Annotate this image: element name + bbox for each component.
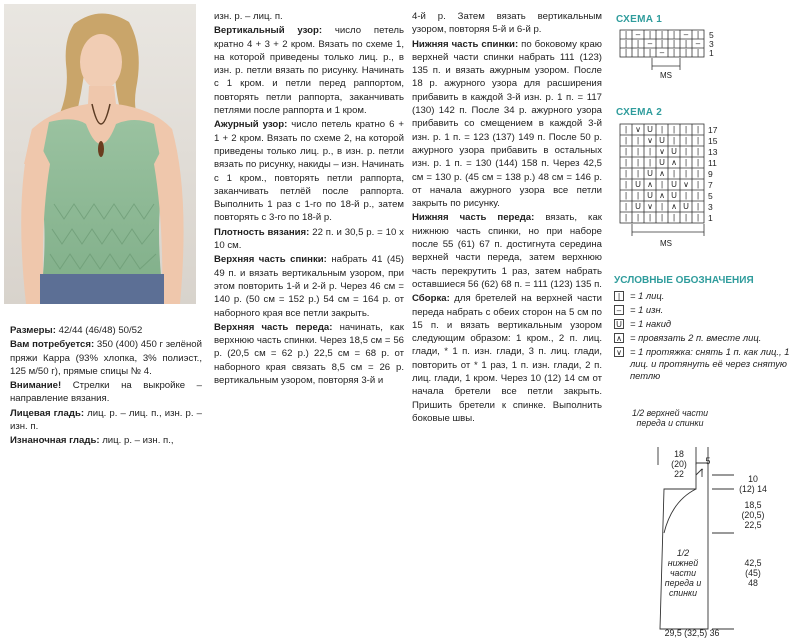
svg-text:|: | <box>672 30 676 39</box>
svg-text:|: | <box>636 191 640 200</box>
scheme2-row-5: 5 <box>708 191 713 201</box>
svg-text:|: | <box>660 180 664 189</box>
svg-text:|: | <box>684 125 688 134</box>
pattern-top-height <box>738 500 768 530</box>
stockinette-label: Лицевая гладь: <box>10 407 85 419</box>
pattern-bottom-label: 1/2 нижней части переда и спинки <box>664 548 702 598</box>
svg-text:|: | <box>684 169 688 178</box>
purl-symbol-icon: – <box>614 305 624 315</box>
svg-text:|: | <box>624 158 628 167</box>
svg-text:U: U <box>671 180 677 189</box>
svg-text:|: | <box>672 213 676 222</box>
svg-text:|: | <box>636 158 640 167</box>
pattern-arrow-icon: ↑ <box>700 466 704 475</box>
front-top-value: начинать, как верхнюю часть спинки. Через 18,5 см = 56 р. (20,5 см = 62 р.) 22,5 см = 68 р. от наборного края связать 8,5 см = 26 р. вертикальным узором, повторяя 3-й и <box>214 321 404 387</box>
back-top-paragraph <box>214 253 404 319</box>
svg-text:|: | <box>660 202 664 211</box>
svg-text:–: – <box>683 30 689 39</box>
svg-text:|: | <box>672 125 676 134</box>
svg-text:|: | <box>696 158 700 167</box>
sizes-label: Размеры: <box>10 325 56 336</box>
pattern-bottom-height-1: 42,5 <box>744 558 762 568</box>
sizes-value: 42/44 (46/48) 50/52 <box>55 325 143 336</box>
svg-text:|: | <box>636 39 640 48</box>
svg-text:|: | <box>672 136 676 145</box>
svg-text:∨: ∨ <box>635 125 641 134</box>
pattern-schematic <box>650 445 740 639</box>
back-top-value: набрать 41 (45) 49 п. и вязать вертикальным узором, при этом повторить 1-й и 2-й р. Через 46 см = 140 р. (50 см = 152 р.) 54 см = 164 р. от наборного края все петли закрыть. <box>214 254 404 319</box>
yarn-over-symbol-icon: U <box>614 319 624 329</box>
svg-text:U: U <box>659 158 665 167</box>
text-column-2 <box>214 10 404 388</box>
scheme2-row-15: 15 <box>708 136 718 146</box>
svg-text:|: | <box>696 169 700 178</box>
scheme2-ms-label: MS <box>660 239 672 248</box>
density-value: 22 п. и 30,5 р. = 10 х 10 см. <box>214 226 404 252</box>
svg-text:∧: ∧ <box>671 158 677 167</box>
svg-text:∧: ∧ <box>647 180 653 189</box>
legend-item-purl <box>614 304 663 316</box>
pattern-strap-height <box>738 474 768 494</box>
assembly-label: Сборка: <box>412 293 450 305</box>
back-bottom-paragraph <box>412 38 602 211</box>
model-photo <box>4 4 196 304</box>
svg-text:|: | <box>672 48 676 57</box>
svg-text:|: | <box>636 48 640 57</box>
svg-text:|: | <box>696 48 700 57</box>
svg-text:U: U <box>647 125 653 134</box>
pattern-bottom-width: 29,5 (32,5) 36 <box>664 628 720 638</box>
svg-text:|: | <box>696 202 700 211</box>
materials-paragraph <box>10 338 202 378</box>
svg-text:|: | <box>624 48 628 57</box>
svg-text:|: | <box>624 213 628 222</box>
svg-text:U: U <box>635 180 641 189</box>
front-bottom-value: вязать, как нижнюю часть спинки, но при наборе после 55 (61) 67 п. достигнута середина верхней части переда, затем верхнюю часть перекрутить 1 раз, затем набрать оставшиеся 56 (62) 68 п. = 111 (123) 135 п. <box>412 212 602 290</box>
lace-pattern-value: число петель кратно 6 + 1 + 2 кром. Вязать по схеме 2, на которой приведены только лиц. р., в изн. р. петли вязать по рисунку, накиды – изн. Начинать с 1 кром., повторять петли раппорта, заканчивать петлёй после раппорта. Выполнить 1 раз с 1-го по 18-й р., затем повторять с 3-го по 18-й р. <box>214 119 404 224</box>
svg-text:|: | <box>696 125 700 134</box>
vertical-pattern-paragraph <box>214 24 404 117</box>
svg-text:∨: ∨ <box>659 147 665 156</box>
k2tog-symbol-icon: ∧ <box>614 333 624 343</box>
svg-text:|: | <box>636 147 640 156</box>
svg-text:|: | <box>624 30 628 39</box>
pattern-top-label: 1/2 верхней части переда и спинки <box>631 408 709 428</box>
svg-text:|: | <box>624 202 628 211</box>
svg-text:∧: ∧ <box>671 202 677 211</box>
scheme1-ms-label: MS <box>660 71 672 80</box>
stockinette-paragraph <box>10 407 202 434</box>
sizes-paragraph <box>10 324 202 337</box>
pattern-strap-width: 5 <box>705 456 711 466</box>
legend-item-ssk <box>614 346 794 382</box>
front-top-paragraph <box>214 321 404 387</box>
legend-item-yarn-over <box>614 318 671 330</box>
svg-text:|: | <box>636 169 640 178</box>
pattern-top-height-2: (20,5) <box>741 510 765 520</box>
back-top-label: Верхняя часть спинки: <box>214 254 327 266</box>
pattern-strap-height-2: (12) 14 <box>739 484 767 494</box>
svg-text:|: | <box>624 169 628 178</box>
legend-item-k2tog <box>614 332 761 344</box>
density-paragraph <box>214 226 404 253</box>
svg-text:|: | <box>648 213 652 222</box>
lace-pattern-paragraph <box>214 118 404 224</box>
svg-text:|: | <box>672 169 676 178</box>
pattern-width-top-1: 18 <box>674 449 684 459</box>
svg-text:∧: ∧ <box>659 169 665 178</box>
svg-text:|: | <box>684 158 688 167</box>
pattern-strap-height-1: 10 <box>748 474 758 484</box>
scheme2-row-17: 17 <box>708 125 718 135</box>
attention-value: Стрелки на выкройке – направление вязания. <box>10 380 202 405</box>
scheme1-title: СХЕМА 1 <box>616 14 663 25</box>
svg-text:|: | <box>624 125 628 134</box>
back-bottom-label: Нижняя часть спинки: <box>412 38 519 50</box>
scheme2-row-7: 7 <box>708 180 713 190</box>
svg-text:∨: ∨ <box>647 202 653 211</box>
assembly-value: для бретелей на верхней части переда набрать с обеих сторон на 5 см по 15 п. и вязать вертикальным узором следующим образом: 1 кром., 2 п. лиц. глади, * 1 п. изн. глади, 3 п. лиц. глади, повторить от * 1 раз, 1 п. изн. глади, 2 п. лиц. глади, 1 кром. Через 10 (12) 14 см от начала бретели все петли закрыть. Пришить бретели к спинке. Выполнить боковые швы. <box>412 293 602 424</box>
svg-text:|: | <box>696 147 700 156</box>
svg-text:|: | <box>660 39 664 48</box>
legend-text-yarn-over: = 1 накид <box>630 318 672 329</box>
svg-text:U: U <box>671 147 677 156</box>
svg-text:|: | <box>660 30 664 39</box>
back-bottom-value: по боковому краю верхней части спинки набрать 111 (123) 135 п. и вязать ажурным узором. После 18 р. ажурного узора для расширения прибавить в каждой 3-й изн. р. 1 п. = 117 (130) 142 п. После 34 р. ажурного узора прибавить со смещением в каждой 3-й изн. р. 1 п. = 123 (137) 149 п. После 50 р. ажурного узора прибавить в остальных изн. р. 1 п. = 130 (144) 158 п. Через 42,5 см = 130 р. (45 см = 138 р.) 48 см = 146 р. от начала ажурного узора все петли закрыть по рисунку. <box>412 38 602 210</box>
legend-text-purl: = 1 изн. <box>630 304 664 315</box>
svg-text:|: | <box>648 147 652 156</box>
legend-text-knit: = 1 лиц. <box>630 290 665 301</box>
assembly-paragraph <box>412 292 602 425</box>
scheme2-row-1: 1 <box>708 213 713 223</box>
svg-text:∨: ∨ <box>647 136 653 145</box>
svg-text:|: | <box>660 125 664 134</box>
svg-text:|: | <box>696 30 700 39</box>
legend-text-k2tog: = провязать 2 п. вместе лиц. <box>630 332 762 343</box>
svg-text:|: | <box>648 158 652 167</box>
pattern-bottom-height <box>738 558 768 588</box>
front-top-label: Верхняя часть переда: <box>214 321 333 333</box>
svg-text:|: | <box>636 213 640 222</box>
svg-text:|: | <box>684 136 688 145</box>
text-column-3 <box>412 10 602 426</box>
attention-label: Внимание! <box>10 380 62 392</box>
svg-text:U: U <box>659 136 665 145</box>
pattern-top-height-3: 22,5 <box>744 520 762 530</box>
legend-title: УСЛОВНЫЕ ОБОЗНАЧЕНИЯ <box>614 275 754 286</box>
lace-pattern-label: Ажурный узор: <box>214 119 288 131</box>
svg-text:–: – <box>659 48 665 57</box>
svg-text:∨: ∨ <box>683 180 689 189</box>
model-photo-illustration <box>4 4 196 304</box>
svg-text:|: | <box>684 191 688 200</box>
legend-item-knit <box>614 290 664 302</box>
svg-text:|: | <box>672 39 676 48</box>
svg-text:|: | <box>696 136 700 145</box>
scheme2-row-9: 9 <box>708 169 713 179</box>
svg-text:U: U <box>671 191 677 200</box>
materials-value: 350 (400) 450 г зелёной пряжи Карра (93% хлопка, 3% полиэст., 125 м/50 г), прямые спицы № 4. <box>10 339 202 377</box>
svg-text:|: | <box>696 180 700 189</box>
vertical-pattern-label: Вертикальный узор: <box>214 25 323 37</box>
svg-text:|: | <box>624 147 628 156</box>
reverse-stockinette-value: лиц. р. – изн. п., <box>99 435 174 447</box>
svg-text:–: – <box>635 30 641 39</box>
svg-text:|: | <box>684 39 688 48</box>
reverse-stockinette-label: Изнаночная гладь: <box>10 435 100 447</box>
stockinette-value: лиц. р. – лиц. п., изн. р. – изн. п. <box>10 407 202 433</box>
scheme2-row-3: 3 <box>708 202 713 212</box>
svg-text:|: | <box>648 30 652 39</box>
front-bottom-paragraph <box>412 211 602 291</box>
svg-text:U: U <box>647 191 653 200</box>
svg-text:|: | <box>684 48 688 57</box>
svg-text:|: | <box>648 48 652 57</box>
svg-text:|: | <box>684 147 688 156</box>
pattern-width-top-3: 22 <box>674 469 684 479</box>
vertical-pattern-value: число петель кратно 4 + 3 + 2 кром. Вязать по схеме 1, на которой приведены только лиц. р., в изн. р. петли вязать по рисунку. Начинать с 1 кром. и петли перед раппортом, повторять петли раппорта, заканчивать петлями после раппорта и 1 кром. <box>214 25 404 117</box>
pattern-width-top-2: (20) <box>671 459 687 469</box>
scheme1-row-5: 5 <box>709 30 714 40</box>
scheme2-row-13: 13 <box>708 147 718 157</box>
svg-text:|: | <box>696 191 700 200</box>
density-label: Плотность вязания: <box>214 226 310 238</box>
pattern-bottom-height-3: 48 <box>748 578 758 588</box>
col2-intro: изн. р. – лиц. п. <box>214 11 283 22</box>
attention-paragraph <box>10 379 202 406</box>
svg-text:|: | <box>624 39 628 48</box>
reverse-stockinette-paragraph <box>10 434 202 447</box>
svg-text:U: U <box>683 202 689 211</box>
materials-label: Вам потребуется: <box>10 339 95 351</box>
pattern-top-height-1: 18,5 <box>744 500 762 510</box>
scheme1-chart <box>612 28 722 88</box>
scheme2-row-11: 11 <box>708 158 717 168</box>
svg-text:|: | <box>624 136 628 145</box>
col3-intro: 4-й р. Затем вязать вертикальным узором, повторяя 5-й и 6-й р. <box>412 11 602 36</box>
front-bottom-label: Нижняя часть переда: <box>412 212 535 224</box>
svg-text:U: U <box>647 169 653 178</box>
legend-text-ssk: = 1 протяжка: снять 1 п. как лиц., 1 лиц. и протянуть её через снятую петлю <box>630 346 790 381</box>
svg-text:–: – <box>647 39 653 48</box>
scheme1-row-3: 3 <box>709 39 714 49</box>
scheme2-chart <box>612 120 722 254</box>
scheme1-row-1: 1 <box>709 48 714 58</box>
pattern-bottom-height-2: (45) <box>745 568 761 578</box>
scheme2-title: СХЕМА 2 <box>616 107 663 118</box>
svg-text:|: | <box>624 180 628 189</box>
svg-text:|: | <box>636 136 640 145</box>
svg-text:∧: ∧ <box>659 191 665 200</box>
svg-text:U: U <box>635 202 641 211</box>
svg-text:|: | <box>684 213 688 222</box>
svg-text:|: | <box>660 213 664 222</box>
svg-text:|: | <box>696 213 700 222</box>
svg-text:|: | <box>624 191 628 200</box>
ssk-symbol-icon: ∨ <box>614 347 624 357</box>
svg-text:–: – <box>695 39 701 48</box>
knit-symbol-icon: | <box>614 291 624 301</box>
text-column-1 <box>10 324 202 449</box>
